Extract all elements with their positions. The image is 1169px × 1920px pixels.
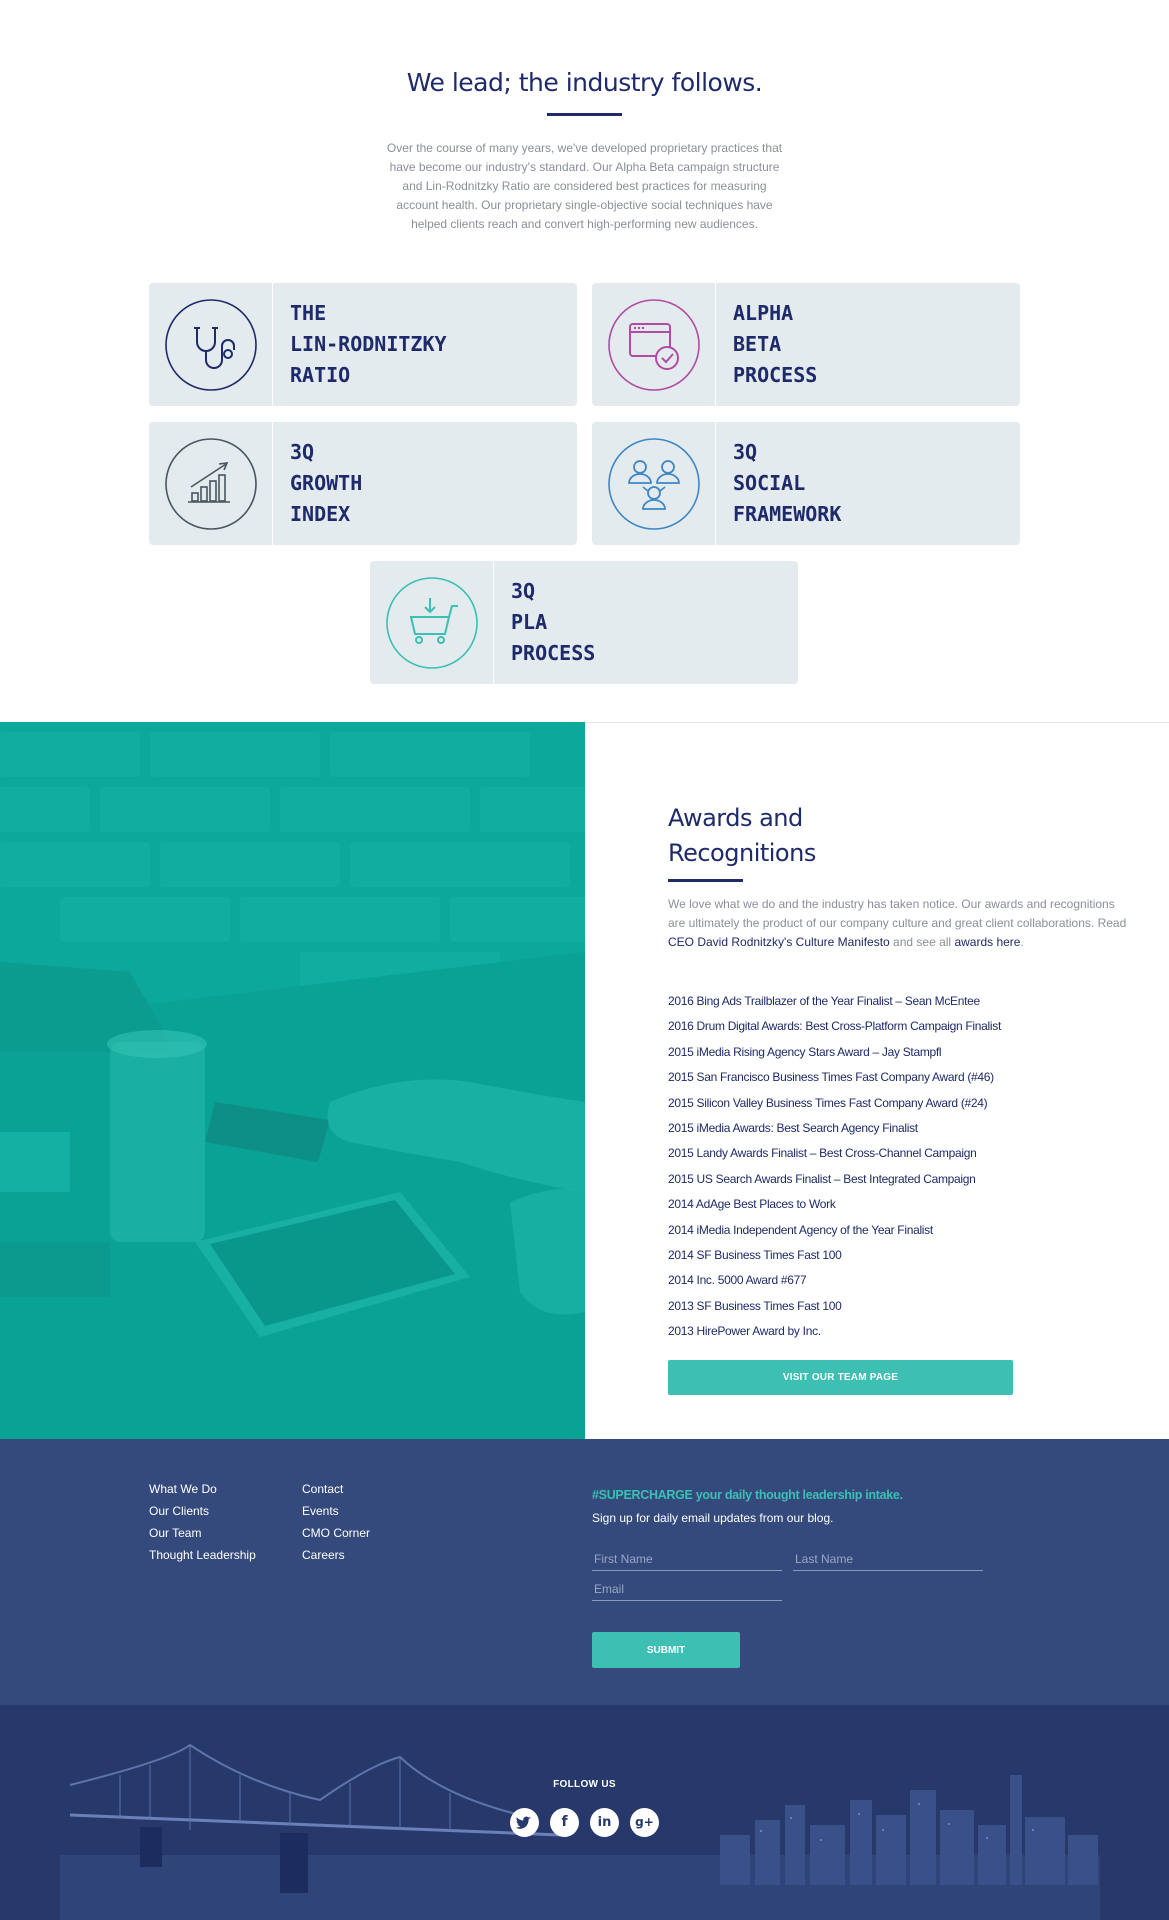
growth-chart-icon [164, 437, 258, 531]
footer-nav-col-2 [302, 1478, 370, 1566]
last-name-input[interactable] [793, 1547, 983, 1571]
award-item: 2016 Drum Digital Awards: Best Cross-Platform Campaign Finalist [668, 1019, 1002, 1034]
awards-title-underline [668, 879, 743, 882]
award-item: 2014 Inc. 5000 Award #677 [668, 1273, 807, 1288]
office-photo [0, 722, 585, 1439]
first-name-input[interactable] [592, 1547, 782, 1571]
footer-link-our-clients[interactable]: Our Clients [149, 1504, 210, 1518]
practices-section [0, 0, 1169, 722]
award-item: 2016 Bing Ads Trailblazer of the Year Finalist – Sean McEntee [668, 994, 980, 1008]
award-item: 2015 Silicon Valley Business Times Fast Company Award (#24) [668, 1095, 988, 1110]
follow-us-label: FOLLOW US [553, 1779, 616, 1790]
card-label: 3Q SOCIAL FRAMEWORK [733, 440, 842, 526]
footer-nav-col-1 [149, 1478, 256, 1566]
awards-intro [668, 895, 1128, 952]
footer-link-what-we-do[interactable]: What We Do [149, 1482, 217, 1496]
headline-underline [547, 113, 622, 116]
awards-section [0, 722, 1169, 1439]
awards-title-line1: Awards and [668, 804, 803, 832]
google-plus-icon[interactable]: g+ [630, 1808, 659, 1837]
follow-bar [0, 1705, 1169, 1920]
award-item: 2015 US Search Awards Finalist – Best Integrated Campaign [668, 1171, 976, 1186]
awards-here-link[interactable]: awards here [954, 935, 1021, 949]
award-item: 2015 San Francisco Business Times Fast Company Award (#46) [668, 1070, 994, 1085]
award-item: 2013 HirePower Award by Inc. [668, 1324, 821, 1339]
card-alpha-beta-process[interactable] [592, 283, 1020, 406]
social-people-icon [607, 437, 701, 531]
card-growth-index[interactable] [149, 422, 577, 545]
newsletter-headline: #SUPERCHARGE your daily thought leadership intake. [592, 1488, 903, 1502]
card-label: ALPHA BETA PROCESS [733, 301, 818, 387]
card-label: 3Q PLA PROCESS [511, 579, 596, 665]
awards-title-line2: Recognitions [668, 839, 816, 867]
intro-paragraph: Over the course of many years, we've developed proprietary practices that have become our industry's standard. Our Alpha Beta campaign structure and Lin-Rodnitzky Ratio are considered best practices for measuring account health. Our proprietary single-objective social techniques have helped clients reach and convert high-performing new audiences. [386, 141, 783, 231]
award-item: 2014 AdAge Best Places to Work [668, 1197, 836, 1212]
site-footer [0, 1439, 1169, 1705]
culture-manifesto-link[interactable]: CEO David Rodnitzky's Culture Manifesto [668, 935, 890, 949]
stethoscope-icon [164, 298, 258, 392]
award-item: 2014 SF Business Times Fast 100 [668, 1248, 842, 1263]
card-lin-rodnitzky-ratio[interactable] [149, 283, 577, 406]
newsletter-subtext: Sign up for daily email updates from our blog. [592, 1511, 834, 1525]
card-social-framework[interactable] [592, 422, 1020, 545]
bay-bridge-skyline-image [0, 1705, 1169, 1920]
office-desk-image [0, 722, 585, 1439]
card-label: THE LIN-RODNITZKY RATIO [290, 301, 447, 387]
footer-link-thought-leadership[interactable]: Thought Leadership [149, 1548, 256, 1562]
visit-team-page-button[interactable]: VISIT OUR TEAM PAGE [668, 1360, 1013, 1395]
card-icon-cell [370, 561, 494, 684]
section-headline: We lead; the industry follows. [406, 68, 763, 97]
card-pla-process[interactable] [370, 561, 798, 684]
awards-text-end: . [1020, 935, 1024, 949]
submit-button[interactable]: SUBMIT [592, 1632, 740, 1668]
footer-link-contact[interactable]: Contact [302, 1482, 344, 1496]
browser-check-icon [607, 298, 701, 392]
awards-panel [585, 722, 1169, 1439]
award-item: 2015 iMedia Awards: Best Search Agency Finalist [668, 1121, 918, 1136]
twitter-icon[interactable] [510, 1808, 539, 1837]
awards-list [668, 989, 1001, 1345]
card-icon-cell [149, 283, 273, 406]
email-input[interactable] [592, 1577, 782, 1601]
awards-text-middle: and see all [889, 935, 955, 949]
card-icon-cell [149, 422, 273, 545]
linkedin-icon[interactable]: in [590, 1808, 619, 1837]
footer-link-cmo-corner[interactable]: CMO Corner [302, 1526, 371, 1540]
twitter-bird-icon [510, 1808, 539, 1837]
card-label: 3Q GROWTH INDEX [290, 440, 363, 526]
footer-link-careers[interactable]: Careers [302, 1548, 345, 1562]
awards-title [668, 801, 968, 871]
shopping-cart-icon [385, 576, 479, 670]
award-item: 2013 SF Business Times Fast 100 [668, 1298, 842, 1313]
footer-link-events[interactable]: Events [302, 1504, 339, 1518]
card-icon-cell [592, 422, 716, 545]
awards-text-before: We love what we do and the industry has taken notice. Our awards and recognitions are ultimately the product of our company culture and great client collaborations. Read [668, 897, 1127, 930]
card-icon-cell [592, 283, 716, 406]
award-item: 2015 iMedia Rising Agency Stars Award – Jay Stampfl [668, 1044, 942, 1059]
footer-link-our-team[interactable]: Our Team [149, 1526, 202, 1540]
award-item: 2014 iMedia Independent Agency of the Year Finalist [668, 1222, 933, 1237]
award-item: 2015 Landy Awards Finalist – Best Cross-Channel Campaign [668, 1146, 977, 1161]
facebook-icon[interactable]: f [550, 1808, 579, 1837]
